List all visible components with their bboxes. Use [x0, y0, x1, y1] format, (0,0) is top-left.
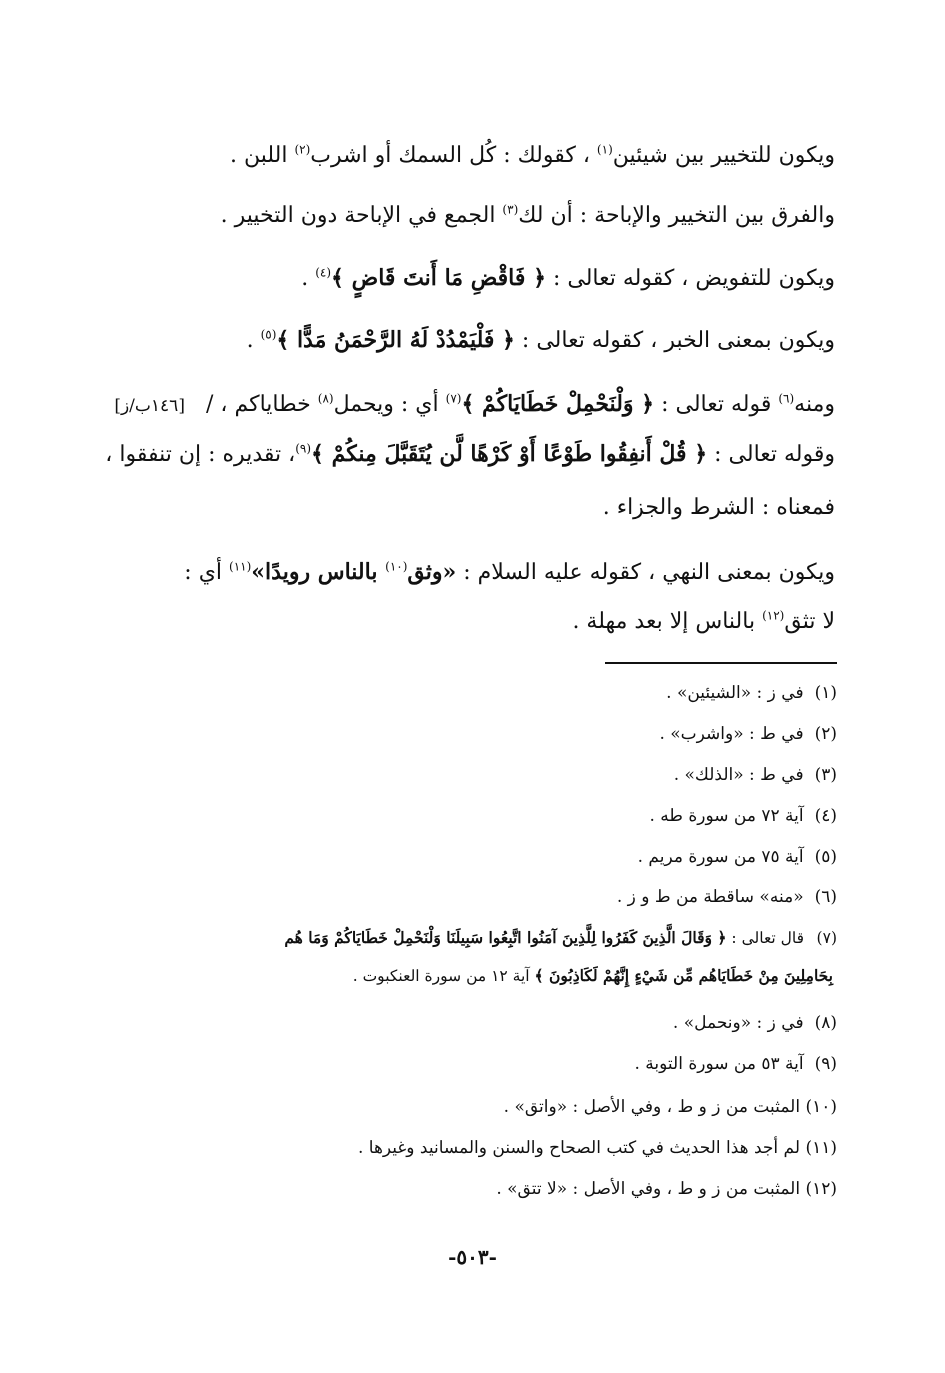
text: الجمع في الإباحة دون التخيير . [220, 203, 503, 228]
footnote-ref[interactable]: (٩) [295, 441, 312, 456]
footnote-text: المثبت من ز و ط ، وفي الأصل : «لا تتق» . [496, 1179, 801, 1199]
footnote-text: في ط : «واشرب» . [659, 724, 804, 744]
text: لا تثق [784, 609, 835, 634]
footnote-ref[interactable]: (١٢) [762, 608, 785, 623]
footnote-number: (٥) [814, 847, 837, 867]
footnote-text: في ز : «ونحمل» . [672, 1013, 804, 1033]
footnote-text: في ز : «الشيئين» . [666, 683, 804, 703]
body-line-6 [100, 438, 835, 471]
text: ويكون بمعنى الخبر ، كقوله تعالى : [514, 328, 835, 353]
text: ومنه [794, 392, 835, 417]
text: ويكون للتفويض ، كقوله تعالى : [545, 266, 835, 291]
footnote [60, 721, 837, 747]
body-line-1 [100, 140, 835, 172]
footnote [60, 803, 837, 829]
quran-quote: بِحَامِلِينَ مِنْ خَطَايَاهُم مِّن شَيْءٍ إِنَّهُمْ لَكَاذِبُونَ ﴾ [534, 966, 833, 985]
text: فمعناه : الشرط والجزاء . [602, 495, 835, 520]
footnote-number: (٩) [814, 1054, 837, 1074]
body-line-4 [100, 324, 835, 357]
footnote-text: قال تعالى : [726, 929, 805, 947]
footnote [60, 1010, 837, 1036]
footnote-text: في ط : «الذلك» . [673, 765, 804, 785]
text: والفرق بين التخيير والإباحة : أن لك [518, 203, 835, 228]
footnote-ref[interactable]: (١٠) [385, 559, 408, 574]
footnote-number: (٤) [814, 806, 837, 826]
footnote-ref[interactable]: (٨) [317, 391, 334, 406]
text: اللبن . [229, 143, 295, 168]
footnote [60, 1135, 837, 1161]
text: . [246, 328, 261, 353]
text: وقوله تعالى : [707, 442, 835, 467]
footnote-number: (٣) [814, 765, 837, 785]
text: ، تقديره : إن تنفقوا ، [105, 442, 296, 467]
footnote-ref[interactable]: (٦) [778, 391, 795, 406]
footnote-number: (٢) [814, 724, 837, 744]
footnote-ref[interactable]: (٣) [502, 202, 519, 217]
footnote [60, 762, 837, 788]
quran-quote: ﴿ قُلْ أَنفِقُوا طَوْعًا أَوْ كَرْهًا لَّن يُتَقَبَّلَ مِنكُمْ ﴾ [311, 441, 708, 467]
footnote-number: (٨) [814, 1013, 837, 1033]
footnote [60, 1094, 837, 1120]
footnote-number: (١) [814, 683, 837, 703]
footnote [60, 1176, 837, 1202]
footnote-text: لم أجد هذا الحديث في كتب الصحاح والسنن والمسانيد وغيرها . [357, 1138, 801, 1158]
text: ، كقولك : كُل السمك أو اشرب [310, 143, 597, 168]
text: أي : [184, 560, 230, 585]
footnote-ref[interactable]: (٥) [260, 327, 277, 342]
footnote-text: المثبت من ز و ط ، وفي الأصل : «واتق» . [503, 1097, 801, 1117]
footnote-text: آية ٥٣ من سورة التوبة . [634, 1054, 804, 1074]
text: أي : ويحمل [333, 392, 446, 417]
footnote-continuation [60, 963, 833, 989]
body-line-9 [100, 606, 835, 638]
page-number: -٥٠٣- [448, 1245, 497, 1269]
footnote-text: آية ١٢ من سورة العنكبوت . [352, 967, 535, 985]
quran-quote: ﴿ وَقَالَ الَّذِينَ كَفَرُوا لِلَّذِينَ آمَنُوا اتَّبِعُوا سَبِيلَنَا وَلْنَحْمِلْ خَطَايَاكُمْ وَمَا هُم [284, 928, 727, 947]
body-line-3 [100, 262, 835, 295]
footnote-number: (٧) [816, 929, 837, 947]
body-line-7 [100, 492, 835, 524]
footnote [60, 844, 837, 870]
quran-quote: ﴿ فَاقْضِ مَا أَنتَ قَاضٍ ﴾ [331, 265, 546, 291]
text: خطاياكم ، / [205, 392, 318, 417]
footnote-ref[interactable]: (٧) [445, 391, 462, 406]
text: قوله تعالى : [654, 392, 779, 417]
quran-quote: ﴿ وَلْنَحْمِلْ خَطَايَاكُمْ ﴾ [461, 391, 655, 417]
footnote-text: «منه» ساقطة من ط و ز . [616, 887, 804, 907]
body-line-8 [100, 556, 835, 589]
footnote-separator [605, 662, 837, 664]
hadith-quote: بالناس رويدًا» [251, 559, 386, 585]
body-line-5 [30, 388, 835, 422]
footnote-ref[interactable]: (١) [596, 142, 613, 157]
footnote-text: آية ٧٥ من سورة مريم . [637, 847, 804, 867]
footnote-text: آية ٧٢ من سورة طه . [649, 806, 804, 826]
footnote-number: (١١) [805, 1138, 837, 1158]
footnote [60, 884, 837, 910]
footnote-number: (١٢) [805, 1179, 837, 1199]
manuscript-folio-marker: [١٤٦ب/ز] [114, 396, 185, 416]
footnote-ref[interactable]: (٤) [315, 265, 332, 280]
footnote-number: (٦) [814, 887, 837, 907]
text: ويكون بمعنى النهي ، كقوله عليه السلام : [456, 560, 835, 585]
footnote [60, 680, 837, 706]
footnote-number: (١٠) [805, 1097, 837, 1117]
footnote [60, 1051, 837, 1077]
body-line-2 [100, 200, 835, 232]
footnote-ref[interactable]: (٢) [294, 142, 311, 157]
footnote [60, 925, 837, 951]
footnote-ref[interactable]: (١١) [229, 559, 252, 574]
hadith-quote: «وثق [407, 559, 457, 585]
text: بالناس إلا بعد مهلة . [572, 609, 763, 634]
quran-quote: ﴿ فَلْيَمْدُدْ لَهُ الرَّحْمَنُ مَدًّا ﴾ [276, 327, 515, 353]
text: ويكون للتخيير بين شيئين [612, 143, 835, 168]
text: . [301, 266, 316, 291]
